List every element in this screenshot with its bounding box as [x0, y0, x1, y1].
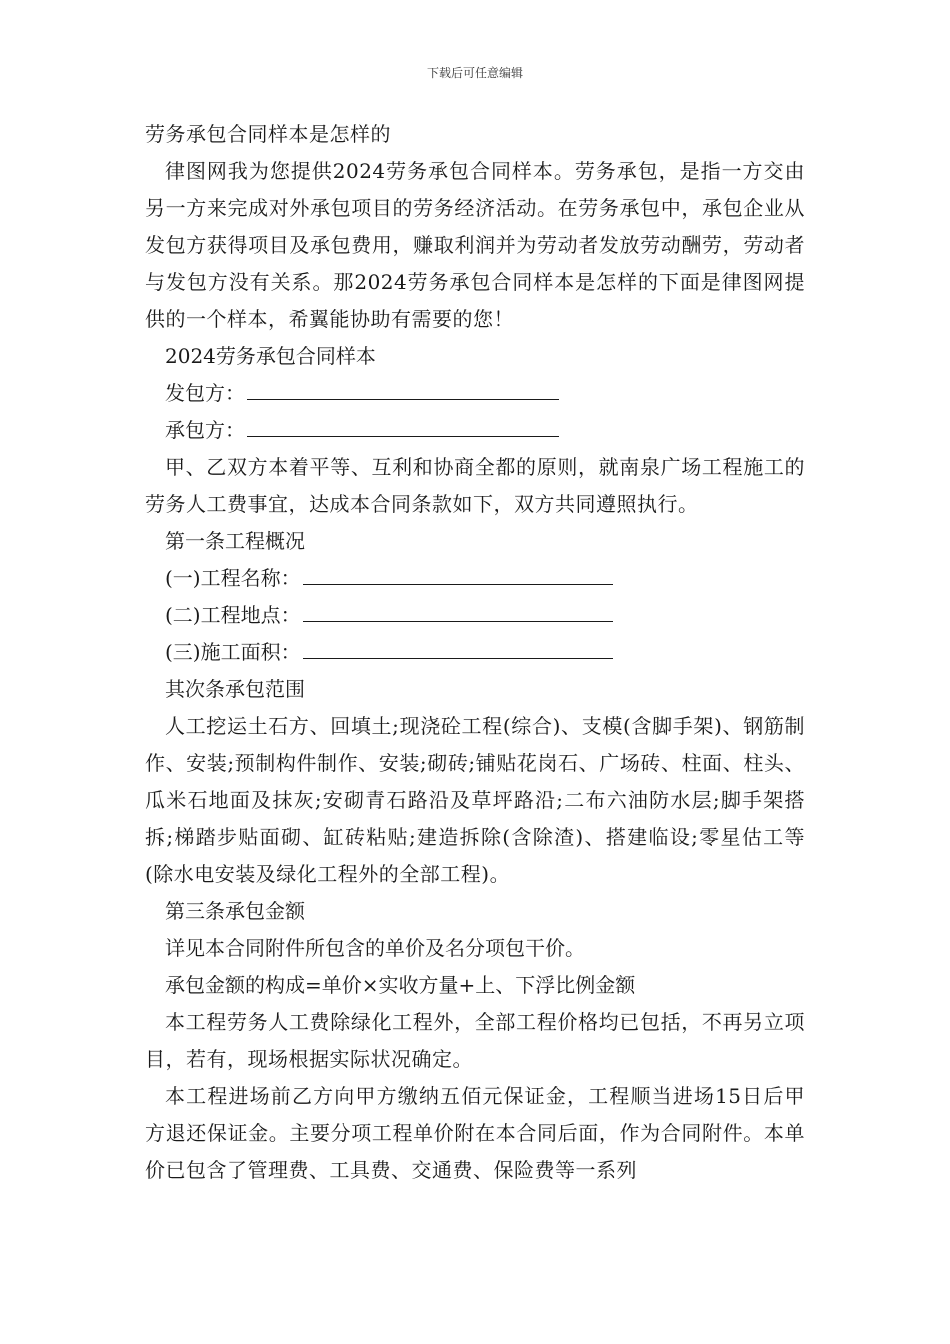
construction-area-label: (三)施工面积： — [165, 640, 301, 664]
project-name-label: (一)工程名称： — [165, 566, 301, 590]
article3-paragraph-1: 本工程劳务人工费除绿化工程外，全部工程价格均已包括，不再另立项目，若有，现场根据实际状况确定。 — [145, 1010, 805, 1071]
article3-paragraph-2: 本工程进场前乙方向甲方缴纳五佰元保证金，工程顺当进场15日后甲方退还保证金。主要分项工程单价附在本合同后面，作为合同附件。本单价已包含了管理费、工具费、交通费、保险费等一系列 — [145, 1084, 805, 1182]
page-header-note: 下载后可任意编辑 — [426, 66, 523, 80]
party-b-field — [145, 412, 805, 449]
article2-paragraph: 人工挖运土石方、回填土;现浇砼工程(综合)、支模(含脚手架)、钢筋制作、安装;预制构件制作、安装;砌砖;铺贴花岗石、广场砖、柱面、柱头、瓜米石地面及抹灰;安砌青石路沿及草坪路沿;二布六油防水层;脚手架搭拆;梯踏步贴面砌、缸砖粘贴;建造拆除(含除渣)、搭建临设;零星估工等(除水电安装及绿化工程外的全部工程)。 — [145, 714, 805, 886]
party-b-label: 承包方： — [165, 418, 245, 442]
project-name-blank-line — [303, 560, 613, 585]
construction-area-blank-line — [303, 634, 613, 659]
party-b-blank-line — [247, 412, 559, 437]
contract-title: 2024劳务承包合同样本 — [165, 344, 376, 368]
intro-paragraph: 律图网我为您提供2024劳务承包合同样本。劳务承包，是指一方交由另一方来完成对外承包项目的劳务经济活动。在劳务承包中，承包企业从发包方获得项目及承包费用，赚取利润并为劳动者发放劳动酬劳，劳动者与发包方没有关系。那2024劳务承包合同样本是怎样的下面是律图网提供的一个样本，希翼能协助有需要的您！ — [145, 159, 805, 331]
article3-heading: 第三条承包金额 — [165, 899, 305, 923]
article1-heading: 第一条工程概况 — [165, 529, 305, 553]
party-a-label: 发包方： — [165, 381, 245, 405]
party-a-blank-line — [247, 375, 559, 400]
project-location-blank-line — [303, 597, 613, 622]
article2-heading: 其次条承包范围 — [165, 677, 305, 701]
preamble-paragraph: 甲、乙双方本着平等、互利和协商全都的原则，就南泉广场工程施工的劳务人工费事宜，达成本合同条款如下，双方共同遵照执行。 — [145, 455, 805, 516]
article3-line-2: 承包金额的构成=单价×实收方量+上、下浮比例金额 — [165, 973, 636, 997]
article3-line-1: 详见本合同附件所包含的单价及名分项包干价。 — [165, 936, 585, 960]
document-body — [145, 116, 805, 1189]
party-a-field — [145, 375, 805, 412]
project-location-field — [145, 597, 805, 634]
document-title: 劳务承包合同样本是怎样的 — [145, 122, 391, 146]
project-location-label: (二)工程地点： — [165, 603, 301, 627]
project-name-field — [145, 560, 805, 597]
construction-area-field — [145, 634, 805, 671]
